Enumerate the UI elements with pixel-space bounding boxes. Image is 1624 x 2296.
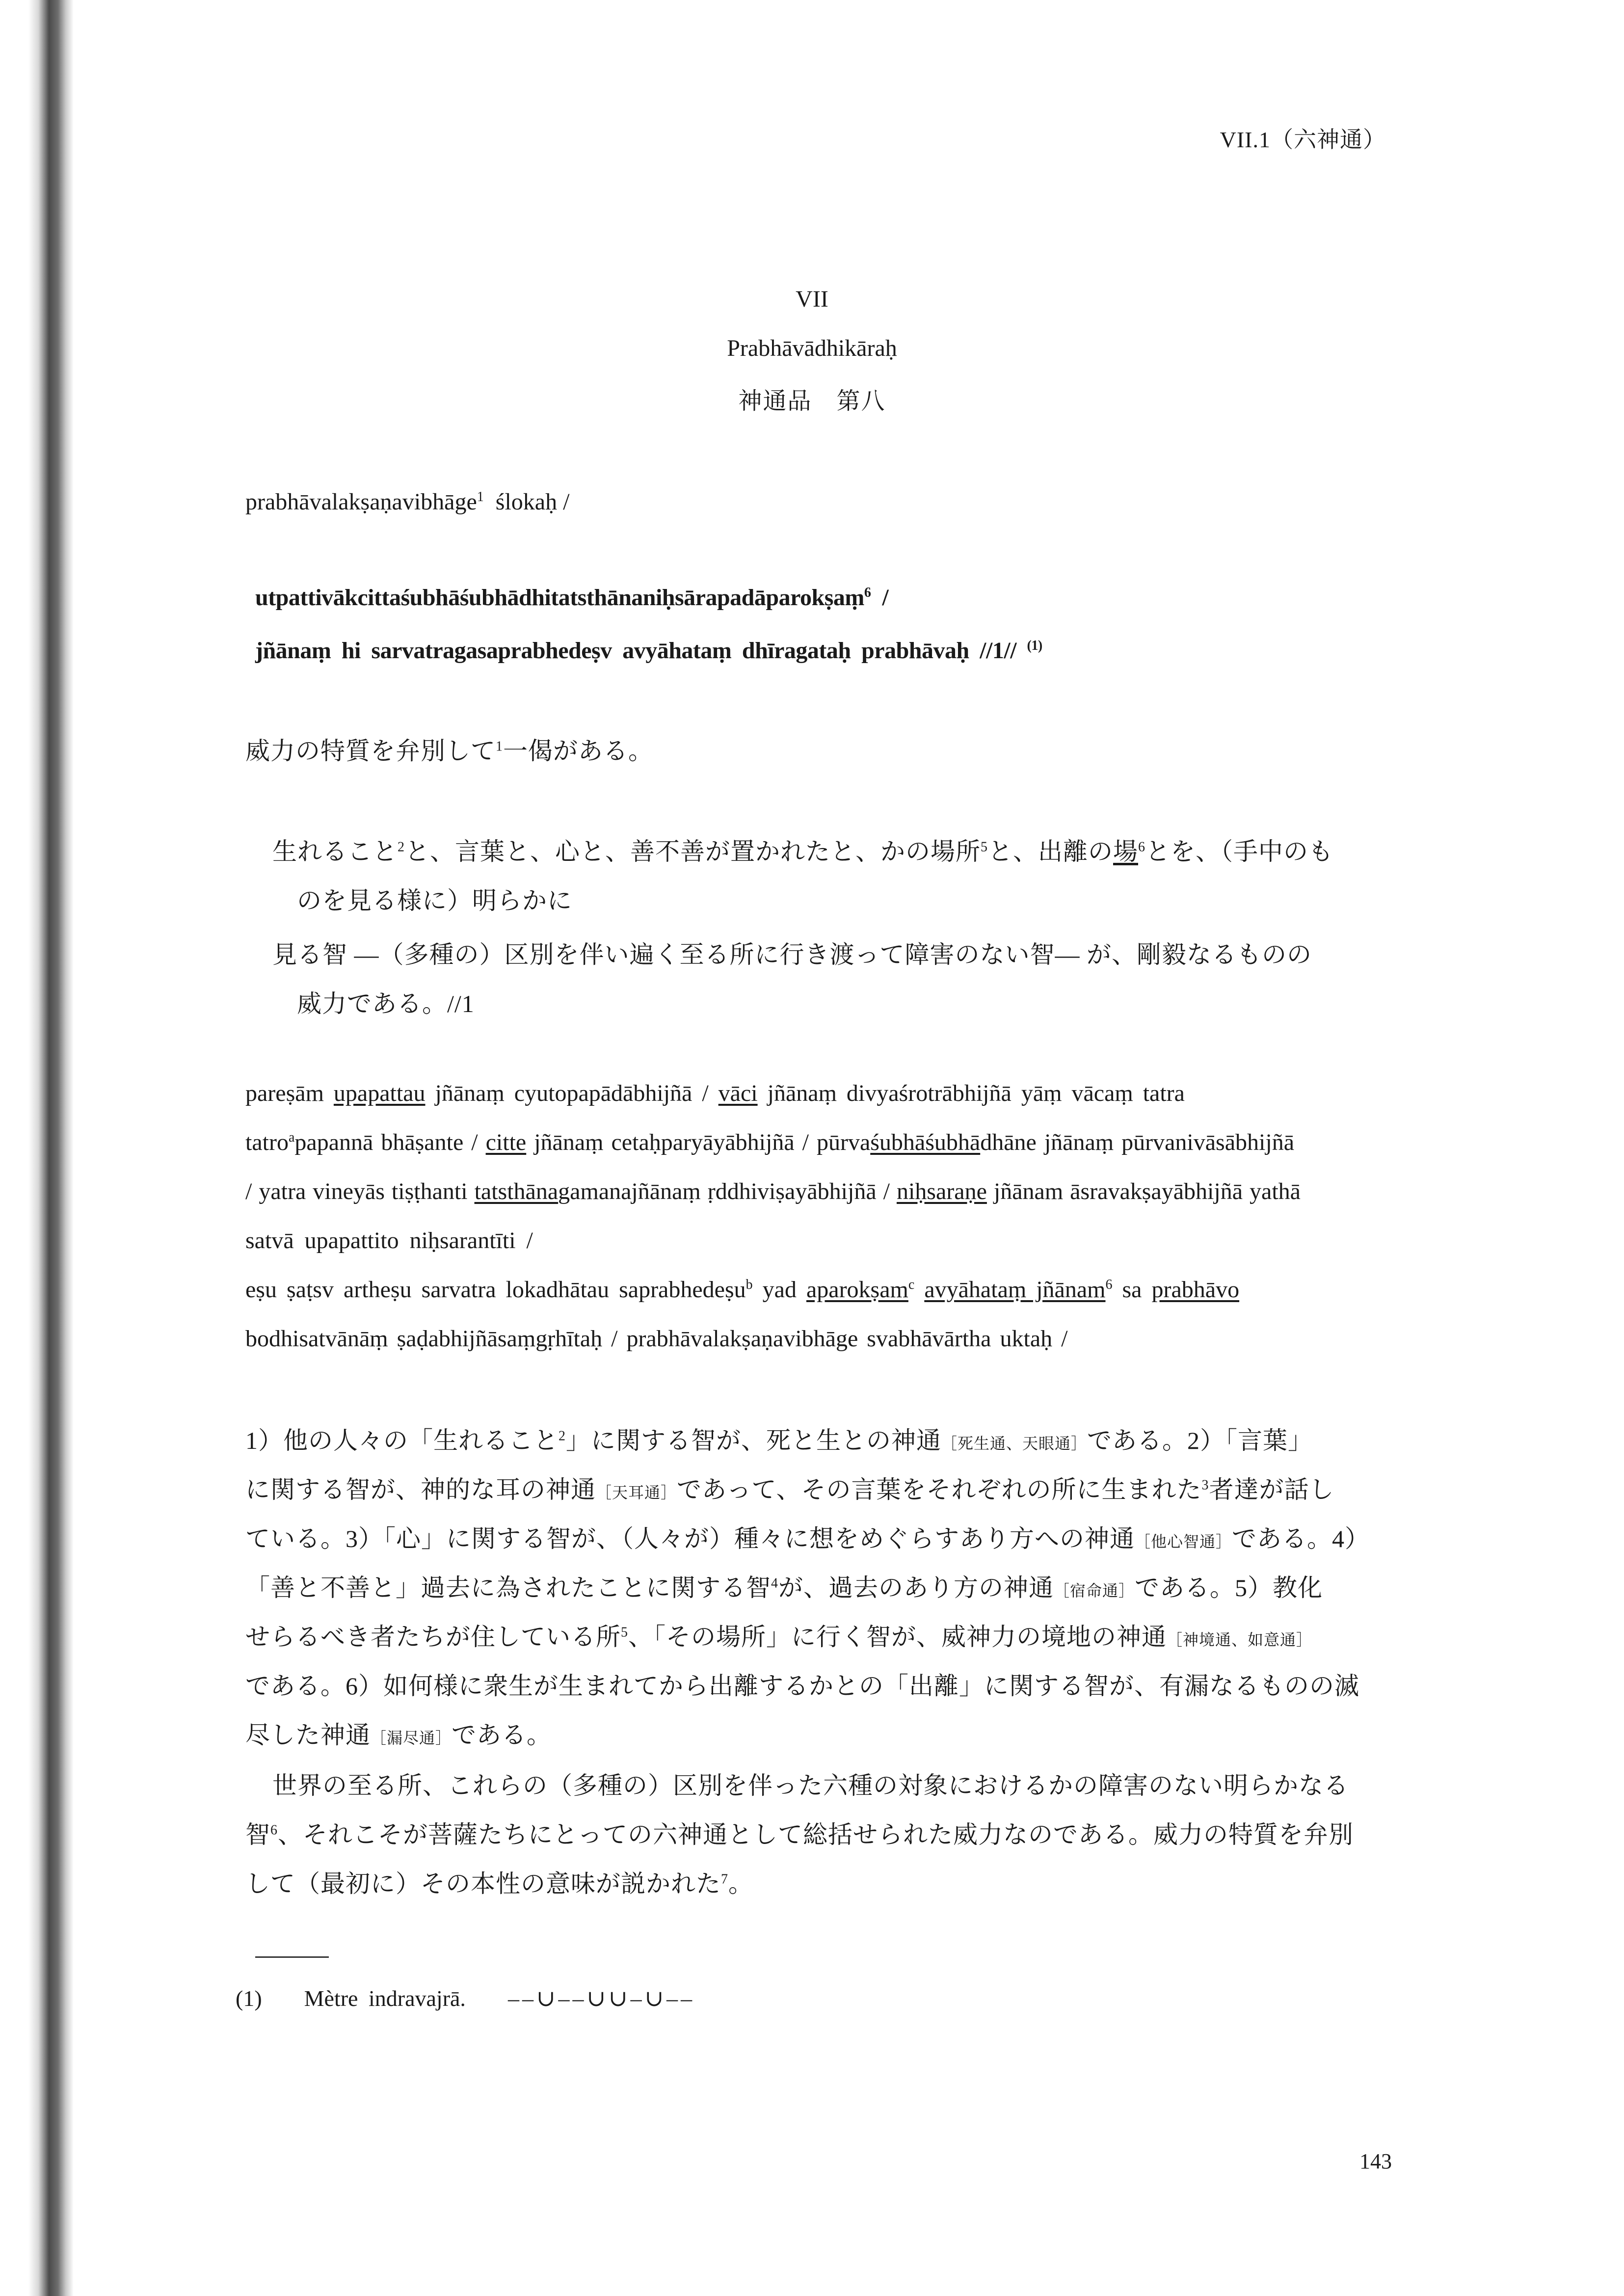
jp-text: 、「その場所」に行く智が、威神力の境地の神通 <box>628 1623 1167 1651</box>
jp-text: であって、その言葉をそれぞれの所に生まれた <box>677 1476 1202 1503</box>
jp-gloss: ［死生通、天眼通］ <box>941 1435 1088 1452</box>
jp-text: に関する智が、神的な耳の神通 <box>245 1476 596 1503</box>
sk-underlined: niḥsaraṇe <box>896 1178 987 1204</box>
sk-text: yad <box>752 1277 806 1303</box>
sk-text: jñānaṃ cyutopapādābhijñā / <box>425 1080 719 1106</box>
jp-text: 尽した神通 <box>245 1721 371 1749</box>
footnote-rule <box>255 1956 329 1958</box>
jp-comm-line-8: 世界の至る所、これらの（多種の）区別を伴った六種の対象におけるかの障害のない明らかなる <box>272 1772 1349 1799</box>
footnote-ref: 2 <box>398 839 405 855</box>
sk-underlined: citte <box>485 1129 527 1155</box>
sk-underlined: tatsthāna <box>474 1178 559 1204</box>
jp-text: が、過去のあり方の神通 <box>778 1574 1054 1602</box>
jp-comm-line-4 <box>245 1568 1323 1603</box>
jp-text: と、言葉と、心と、善不善が置かれたと、かの場所 <box>405 838 981 865</box>
sk-underlined: upapattau <box>333 1080 426 1106</box>
footnote-text: Mètre indravajrā. <box>304 1986 466 2011</box>
jp-gloss: ［漏尽通］ <box>371 1729 452 1747</box>
jp-verse-line-2: のを見る様に）明らかに <box>297 887 572 914</box>
sk-underlined: aparokṣam <box>806 1277 908 1303</box>
jp-text: せらるべき者たちが住している所 <box>245 1623 621 1651</box>
jp-text: 」に関する智が、死と生との神通 <box>566 1427 941 1454</box>
sk-underlined: prabhāvo <box>1151 1277 1240 1303</box>
footnote-ref: (1) <box>1027 638 1042 653</box>
chapter-number: VII <box>796 286 828 312</box>
sk-underlined: vāci <box>718 1080 758 1106</box>
jp-text: 者達が話し <box>1209 1476 1334 1503</box>
verse-text: utpattivākcittaśubhāśubhādhitatsthānaniḥsārapadāparokṣaṃ <box>255 585 864 611</box>
jp-text: である。 <box>452 1721 552 1749</box>
sk-text: jñānaṃ divyaśrotrābhijñā yāṃ vācaṃ tatra <box>757 1080 1185 1106</box>
sk-text: tatro <box>245 1129 289 1155</box>
jp-comm-line-1 <box>245 1421 1313 1456</box>
verse-text: jñānaṃ hi sarvatragasaprabhedeṣv avyāhataṃ dhīragataḥ prabhāvaḥ //1// <box>255 638 1017 664</box>
jp-text: 生れること <box>272 838 398 865</box>
sk-text: jñānaṃ cetaḥparyāyābhijñā / pūrva <box>526 1129 871 1155</box>
jp-text: 威力の特質を弁別して <box>245 737 496 765</box>
footnote-ref: 6 <box>270 1822 278 1838</box>
sk-text <box>914 1277 924 1303</box>
page-number: 143 <box>1359 2149 1392 2173</box>
commentary-line-2 <box>245 1129 1294 1156</box>
jp-gloss: ［神境通、如意通］ <box>1167 1631 1313 1649</box>
jp-text: 智 <box>245 1821 270 1848</box>
jp-comm-line-2 <box>245 1470 1334 1505</box>
jp-gloss: ［他心智通］ <box>1135 1533 1232 1550</box>
jp-comm-line-10 <box>245 1864 753 1899</box>
verse-line-2 <box>255 637 1042 664</box>
sk-text: sa <box>1112 1277 1152 1303</box>
footnote-ref: 7 <box>721 1871 728 1887</box>
sk-text: jñānam āsravakṣayābhijñā yathā <box>986 1178 1301 1204</box>
footnote-number: (1) <box>236 1986 262 2011</box>
commentary-line-3 <box>245 1178 1301 1205</box>
jp-intro <box>245 731 653 767</box>
jp-text: である。5）教化 <box>1135 1574 1323 1602</box>
jp-verse-line-4: 威力である。//1 <box>297 990 475 1017</box>
footnote-ref: c <box>908 1277 915 1292</box>
jp-gloss: ［天耳通］ <box>596 1484 677 1501</box>
commentary-line-6: bodhisatvānāṃ ṣaḍabhijñāsaṃgṛhītaḥ / prabhāvalakṣaṇavibhāge svabhāvārtha uktaḥ / <box>245 1326 1068 1352</box>
sk-text: eṣu ṣaṭsv artheṣu sarvatra lokadhātau saprabhedeṣu <box>245 1277 746 1303</box>
footnote-ref: b <box>745 1277 753 1292</box>
jp-comm-line-9 <box>245 1815 1354 1850</box>
footnote-ref: 6 <box>1138 839 1145 855</box>
sk-text: pareṣām <box>245 1080 334 1106</box>
jp-text: とを、（手中のも <box>1145 838 1333 865</box>
intro-tail: ślokaḥ / <box>495 489 570 515</box>
intro-text: prabhāvalakṣaṇavibhāge <box>245 489 477 515</box>
jp-verse-line-3: 見る智 ―（多種の）区別を伴い遍く至る所に行き渡って障害のない智― が、剛毅なるものの <box>272 941 1312 968</box>
jp-verse-line-1 <box>272 832 1333 867</box>
jp-text: 。 <box>728 1870 753 1897</box>
footnote-ref: 1 <box>477 489 484 505</box>
sk-text: / yatra vineyās tiṣṭhanti <box>245 1178 475 1204</box>
jp-comm-line-5 <box>245 1617 1312 1653</box>
meter-scheme: ‒‒∪‒‒∪∪‒∪‒‒ <box>507 1986 695 2011</box>
jp-text: ている。3）「心」に関する智が、（人々が）種々に想をめぐらすあり方への神通 <box>245 1525 1135 1552</box>
verse-punct: / <box>882 585 889 611</box>
intro-line <box>245 488 569 515</box>
sk-underlined: śubhāśubhā <box>870 1129 981 1155</box>
footnote-ref: 4 <box>771 1575 778 1591</box>
footnote-ref: 6 <box>1105 1277 1113 1292</box>
chapter-title-sanskrit: Prabhāvādhikāraḥ <box>727 335 897 361</box>
sk-text: papannā bhāṣante / <box>294 1129 486 1155</box>
jp-text: と、出離の <box>988 838 1113 865</box>
sk-text: dhāne jñānaṃ pūrvanivāsābhijñā <box>980 1129 1294 1155</box>
footnote-ref: 2 <box>559 1428 566 1444</box>
chapter-title-japanese: 神通品 第八 <box>738 388 886 414</box>
jp-gloss: ［宿命通］ <box>1054 1582 1135 1600</box>
jp-text: 「善と不善と」過去に為されたことに関する智 <box>245 1574 771 1602</box>
verse-line-1 <box>255 584 888 611</box>
jp-text: 一偈がある。 <box>503 737 653 765</box>
jp-text: 、それこそが菩薩たちにとっての六神通として総括せられた威力なのである。威力の特質を弁別 <box>278 1821 1354 1848</box>
commentary-line-4: satvā upapattito niḥsarantīti / <box>245 1228 533 1254</box>
jp-underlined: 場 <box>1113 838 1138 865</box>
sk-underlined: avyāhataṃ jñānam <box>924 1277 1106 1303</box>
footnote <box>236 1985 695 2011</box>
running-header: VII.1（六神通） <box>1220 127 1386 152</box>
sk-text: gamanajñānaṃ ṛddhiviṣayābhijñā / <box>558 1178 897 1204</box>
footnote-ref: 3 <box>1201 1477 1209 1493</box>
commentary-line-1 <box>245 1080 1185 1107</box>
footnote-ref: 6 <box>864 585 871 600</box>
jp-comm-line-3 <box>245 1519 1370 1554</box>
jp-text: である。4） <box>1232 1525 1370 1552</box>
jp-text: である。2）「言葉」 <box>1087 1427 1313 1454</box>
jp-comm-line-6: である。6）如何様に衆生が生まれてから出離するかとの「出離」に関する智が、有漏なるものの滅 <box>245 1672 1359 1700</box>
jp-text: 1）他の人々の「生れること <box>245 1427 559 1454</box>
footnote-ref: 1 <box>496 739 503 754</box>
footnote-ref: a <box>288 1130 295 1145</box>
footnote-ref: 5 <box>621 1625 628 1640</box>
footnote-ref: 5 <box>981 839 988 855</box>
jp-comm-line-7 <box>245 1715 552 1751</box>
jp-text: して（最初に）その本性の意味が説かれた <box>245 1870 721 1897</box>
commentary-line-5 <box>245 1276 1239 1303</box>
